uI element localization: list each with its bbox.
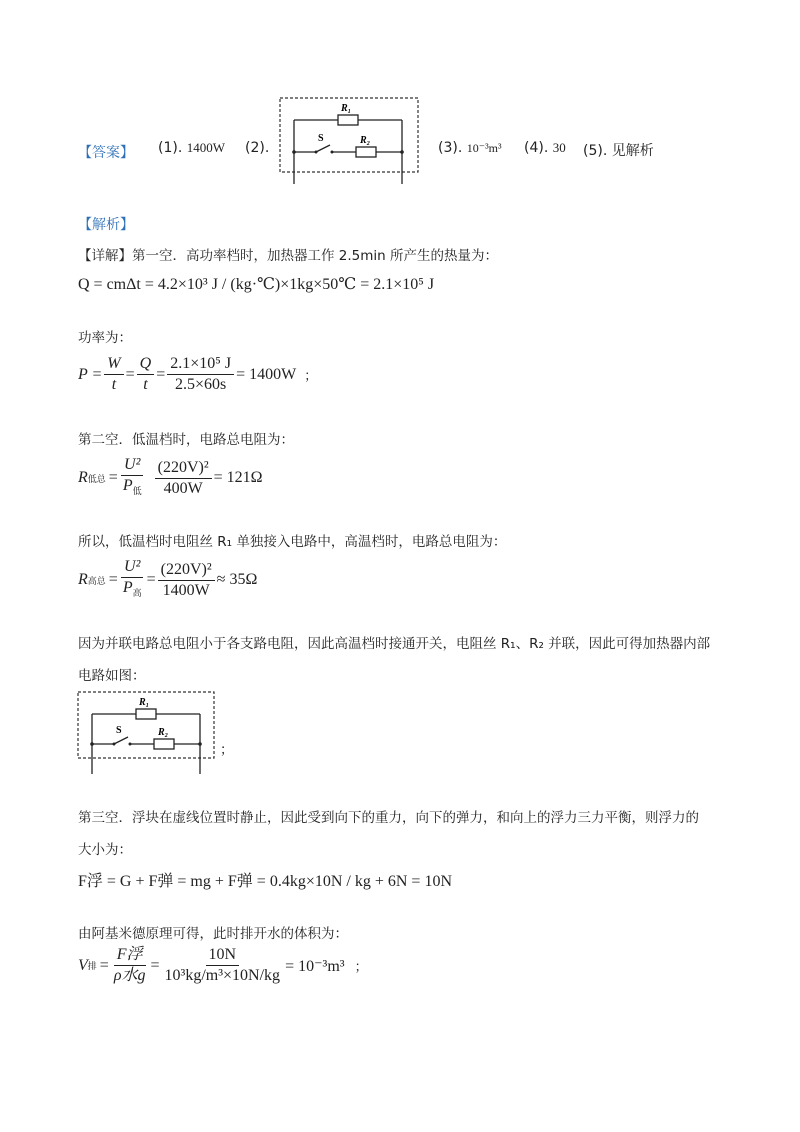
- eq-power-w: W: [104, 355, 123, 375]
- answer-item-1-value: 1400W: [186, 140, 226, 155]
- eq-low-num1: U²: [121, 456, 143, 476]
- answer-item-5-label: (5).: [583, 143, 608, 159]
- eq-low-den1: P: [122, 477, 133, 494]
- semicolon-1: ；: [304, 369, 318, 384]
- eq-high-result: ≈ 35Ω: [216, 571, 258, 589]
- eq-high-den1: P: [122, 579, 133, 596]
- eq-high-den2: 1400W: [162, 581, 210, 599]
- resistor-r1: [338, 115, 358, 125]
- label2-r1: R₁: [139, 697, 150, 708]
- answer-item-2-label: (2).: [245, 140, 270, 156]
- semicolon-3: ；: [354, 960, 368, 975]
- equation-low: R 低总 = $\frac{\text{U²}}{P_低}$ $\frac{\text{(220V)²}}{400W}$ = 121Ω: [78, 456, 263, 497]
- eq-low-lhs: R: [78, 469, 88, 487]
- high-intro: 所以，低温档时电阻丝 R₁ 单独接入电路中，高温档时，电路总电阻为：: [78, 534, 507, 550]
- eq-v-num1: F浮: [114, 946, 146, 966]
- answer-item-4-label: (4).: [524, 140, 549, 156]
- label-r1: R₁: [341, 103, 352, 114]
- label-r2: R₂: [360, 135, 371, 146]
- eq-low-den2: 400W: [163, 479, 203, 497]
- third-line-1: 第三空．浮块在虚线位置时静止，因此受到向下的重力，向下的弹力，和向上的浮力三力平衡，则浮力的: [78, 810, 699, 826]
- power-intro: 功率为：: [78, 330, 132, 346]
- eq-high-lhs: R: [78, 571, 88, 589]
- parallel-line-1: 因为并联电路总电阻小于各支路电阻，因此高温档时接通开关，电阻丝 R₁、R₂ 并联，因此可得加热器内部: [78, 636, 711, 652]
- archimedes-intro: 由阿基米德原理可得，此时排开水的体积为：: [78, 926, 348, 942]
- eq-power-den: 2.5×60s: [175, 376, 227, 393]
- eq-low-num2: (220V)²: [155, 459, 212, 479]
- resistor2-r2: [154, 739, 174, 749]
- resistor-r2: [356, 147, 376, 157]
- label-s: S: [318, 133, 324, 144]
- eq-power-q: Q: [137, 355, 155, 375]
- eq-v-result: = 10⁻³m³: [285, 957, 345, 975]
- eq-high-num2: (220V)²: [158, 561, 215, 581]
- answer-item-5-value: 见解析: [611, 143, 654, 159]
- second-intro: 第二空．低温档时，电路总电阻为：: [78, 432, 294, 448]
- eq-high-sub: 高总: [87, 575, 106, 586]
- switch-s: [316, 145, 330, 152]
- equation-high: R 高总 = $\frac{\text{U²}}{P_高}$ = $\frac{\text{(220V)²}}{1400W}$ ≈ 35Ω: [78, 558, 258, 599]
- eq-power-t1: t: [111, 376, 117, 393]
- parallel-line-2: 电路如图：: [78, 668, 146, 684]
- answer-item-5: [583, 140, 654, 160]
- semicolon-2: ；: [220, 742, 234, 758]
- detail-line: 【详解】第一空．高功率档时，加热器工作 2.5min 所产生的热量为：: [78, 248, 499, 264]
- analysis-tag: 【解析】: [78, 217, 134, 233]
- answer-item-4-value: 30: [552, 140, 566, 155]
- answer-item-3: [438, 140, 502, 156]
- analysis-circuit-diagram: [76, 690, 218, 776]
- eq-power-result: = 1400W: [236, 365, 297, 383]
- eq-high-num1: U²: [121, 558, 143, 578]
- eq-v-den1: ρ水g: [113, 967, 146, 984]
- switch2-s: [114, 737, 128, 744]
- eq-power-num: 2.1×10⁵ J: [167, 355, 234, 375]
- answer-tag: 【答案】: [78, 145, 134, 161]
- third-line-2: 大小为：: [78, 842, 132, 858]
- answer-circuit-diagram: [278, 96, 420, 186]
- equation-heat: Q = cmΔt = 4.2×10³ J / (kg·℃)×1kg×50℃ = 2.1×10⁵ J: [78, 276, 435, 293]
- equation-volume: V 排 = $\frac{\text{F浮}}{\text{ρ水g}}$ = $\frac{10N}{\text{10³kg/m³×10N/kg}}$ = 10⁻³m³ ；: [78, 946, 368, 984]
- eq-v-sub: 排: [87, 961, 97, 971]
- eq-power-t2: t: [143, 376, 148, 393]
- eq-power-lhs: P =: [78, 365, 103, 383]
- label2-s: S: [116, 725, 122, 736]
- eq-v-num2: 10N: [206, 946, 240, 966]
- eq-v-den2: 10³kg/m³×10N/kg: [164, 967, 281, 984]
- label2-r2: R₂: [158, 727, 169, 738]
- answer-item-4: [524, 140, 566, 156]
- eq-low-sub: 低总: [87, 473, 106, 484]
- answer-item-1: [158, 140, 225, 156]
- answer-item-3-label: (3).: [438, 140, 463, 156]
- eq-v-lhs: V: [78, 956, 88, 974]
- answer-item-1-label: (1).: [158, 140, 183, 156]
- eq-high-den1-sub: 高: [132, 588, 142, 599]
- eq-low-den1-sub: 低: [132, 486, 142, 497]
- equation-power: P = $\frac{W}{t}$ = $\frac{Q}{t}$ = $\frac{\text{2.1×10⁵ J}}{2.5\times 60s}$ = 1400W ；: [78, 355, 318, 393]
- resistor2-r1: [136, 709, 156, 719]
- eq-low-result: = 121Ω: [213, 469, 263, 487]
- answer-item-3-value: 10⁻³m³: [466, 141, 502, 155]
- equation-buoyancy: F浮 = G + F弹 = mg + F弹 = 0.4kg×10N / kg + 6N = 10N: [78, 873, 452, 890]
